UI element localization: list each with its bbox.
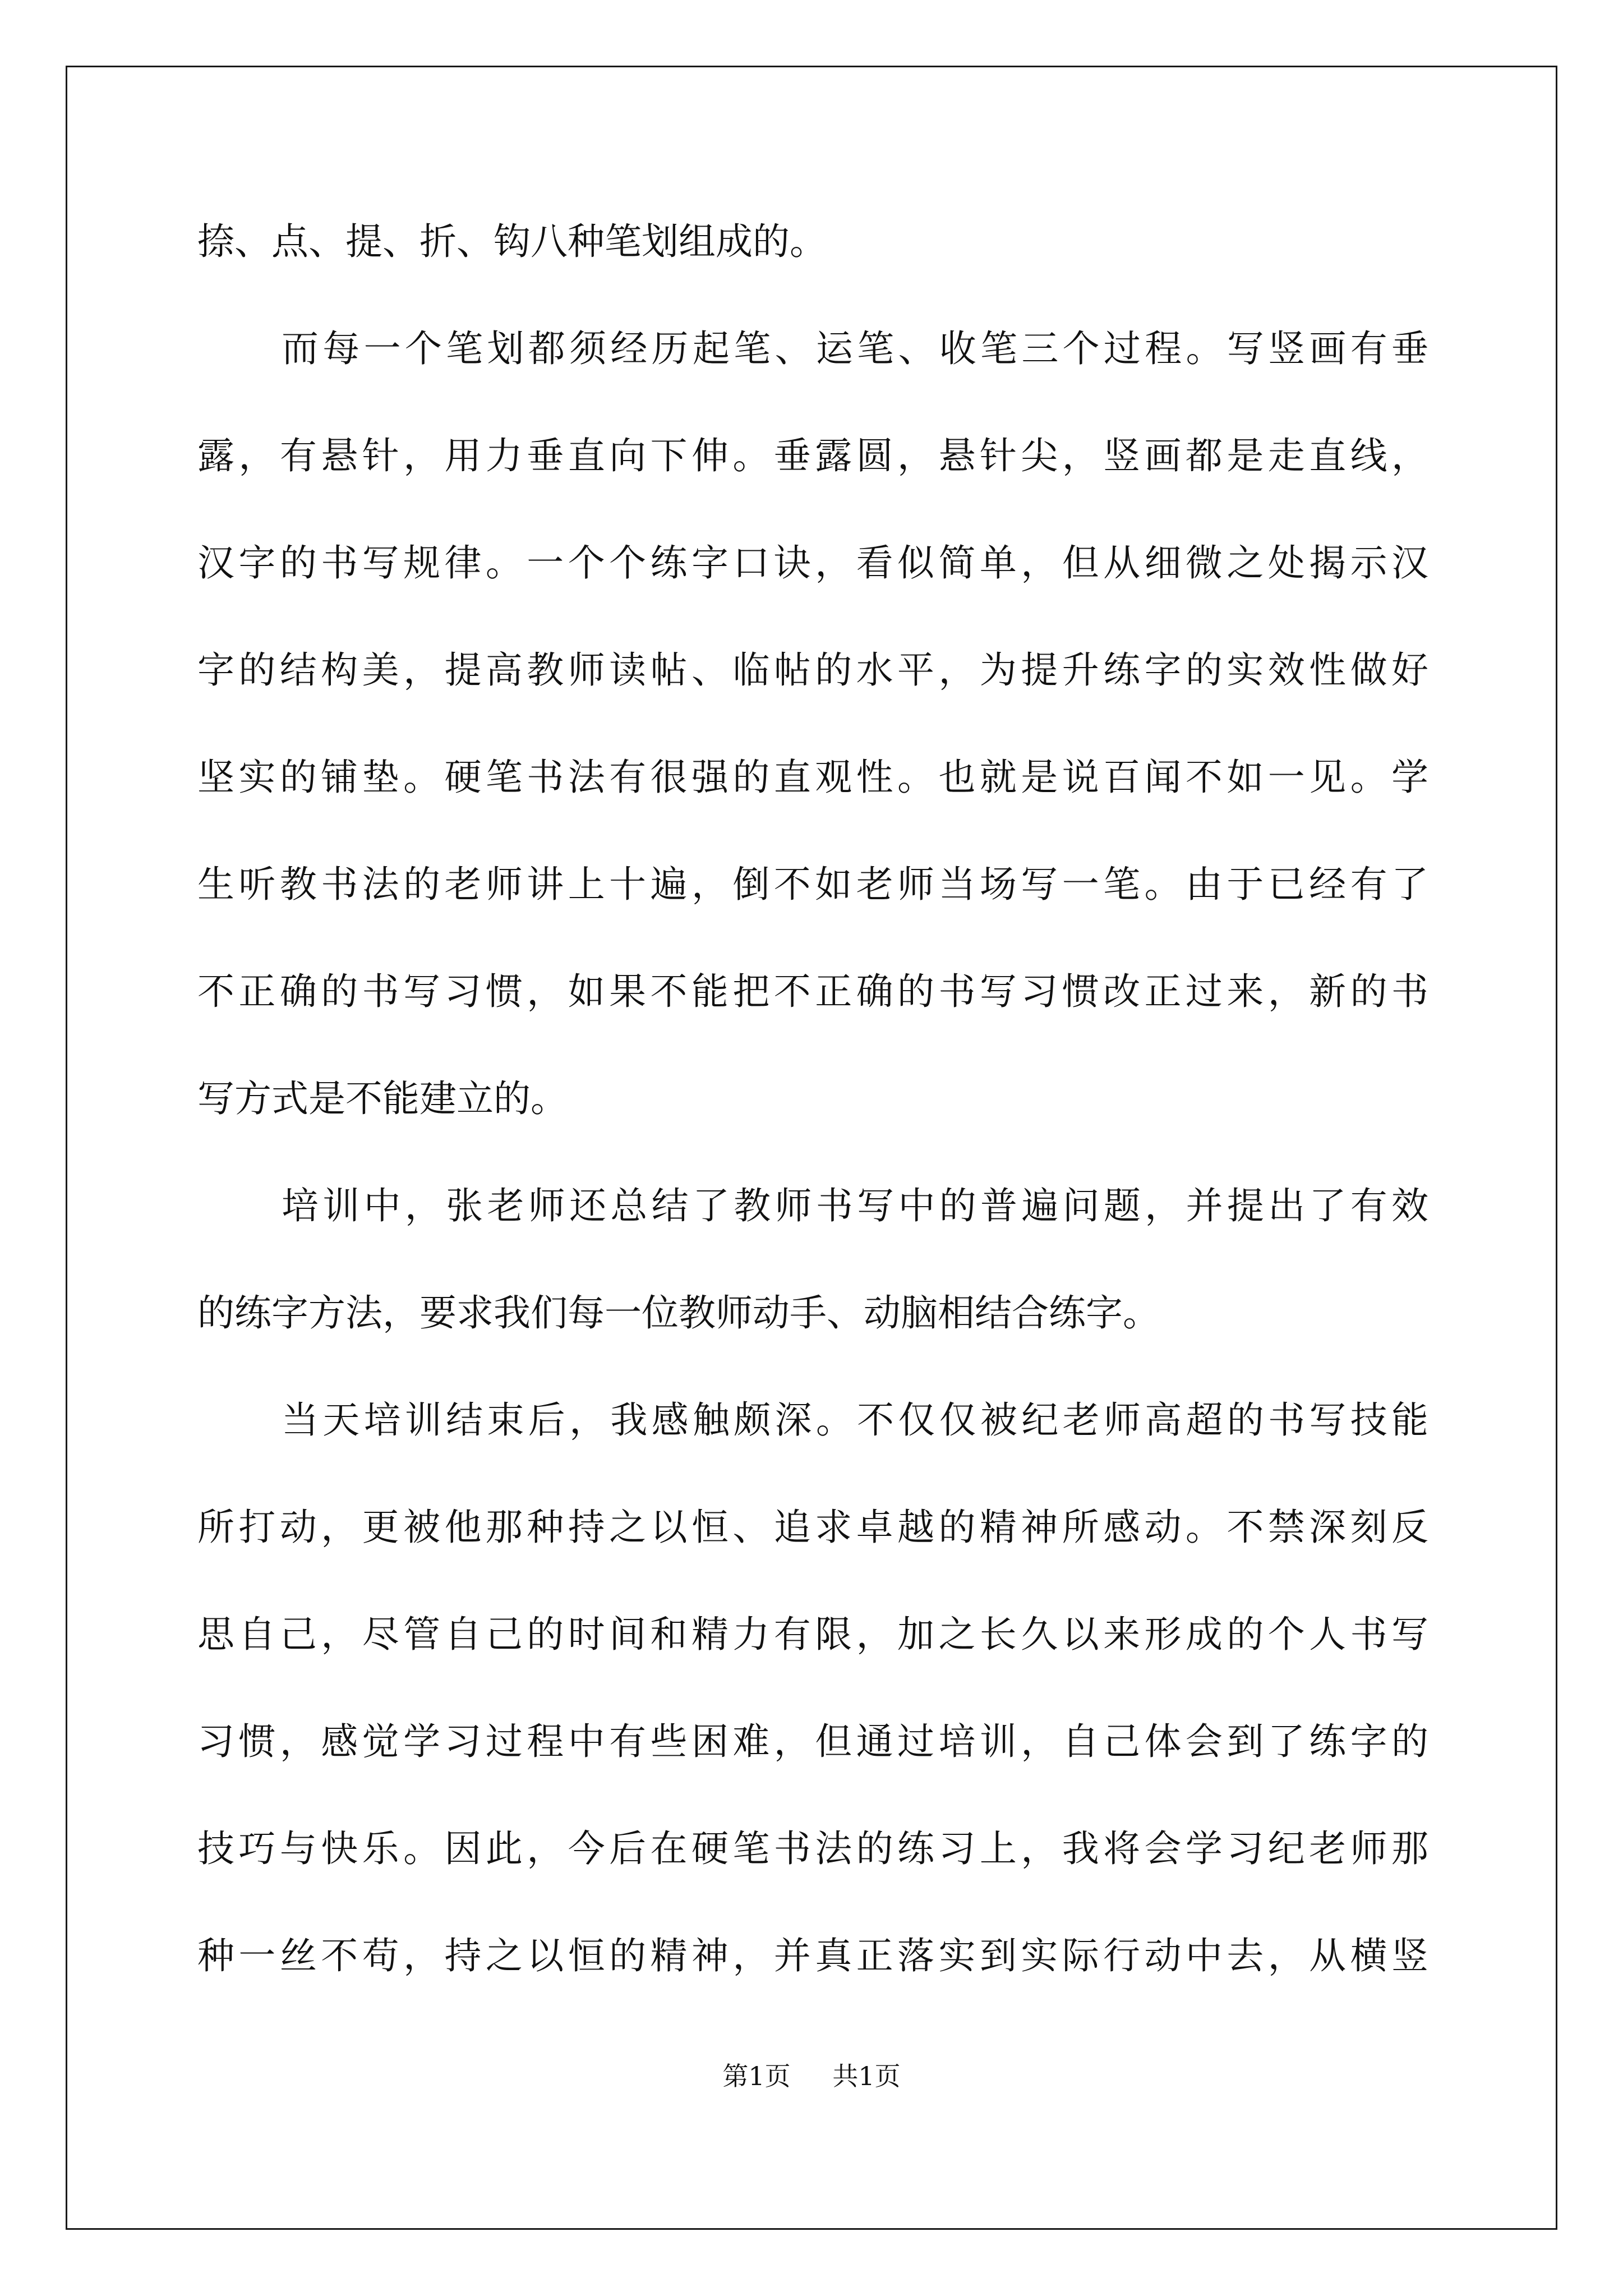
text-line: 坚实的铺垫。硬笔书法有很强的直观性。也就是说百闻不如一见。学 xyxy=(197,756,1428,799)
text-line: 不正确的书写习惯，如果不能把不正确的书写习惯改正过来，新的书 xyxy=(197,970,1428,1013)
paragraph xyxy=(197,1366,1428,2009)
paragraph xyxy=(197,188,1428,295)
document-body xyxy=(197,188,1428,2009)
paragraph xyxy=(197,295,1428,1152)
text-line: 思自己，尽管自己的时间和精力有限，加之长久以来形成的个人书写 xyxy=(197,1613,1428,1656)
page-footer xyxy=(0,2056,1623,2093)
text-line: 而每一个笔划都须经历起笔、运笔、收笔三个过程。写竖画有垂 xyxy=(282,327,1428,370)
text-line: 技巧与快乐。因此，今后在硬笔书法的练习上，我将会学习纪老师那 xyxy=(197,1827,1428,1870)
text-line: 汉字的书写规律。一个个练字口诀，看似简单，但从细微之处揭示汉 xyxy=(197,541,1428,585)
text-line: 写方式是不能建立的。 xyxy=(197,1077,568,1120)
text-line: 当天培训结束后，我感触颇深。不仅仅被纪老师高超的书写技能 xyxy=(282,1398,1428,1442)
text-line: 的练字方法，要求我们每一位教师动手、动脑相结合练字。 xyxy=(197,1291,1160,1335)
page-number: 第1页 xyxy=(722,2061,791,2091)
text-line: 培训中，张老师还总结了教师书写中的普遍问题，并提出了有效 xyxy=(282,1184,1428,1227)
text-line: 露，有悬针，用力垂直向下伸。垂露圆，悬针尖，竖画都是走直线， xyxy=(197,434,1428,477)
text-line: 字的结构美，提高教师读帖、临帖的水平，为提升练字的实效性做好 xyxy=(197,648,1428,692)
page-total: 共1页 xyxy=(832,2061,901,2091)
text-line: 所打动，更被他那种持之以恒、追求卓越的精神所感动。不禁深刻反 xyxy=(197,1506,1428,1549)
paragraph xyxy=(197,1152,1428,1366)
text-line: 捺、点、提、折、钩八种笔划组成的。 xyxy=(197,220,827,263)
text-line: 种一丝不苟，持之以恒的精神，并真正落实到实际行动中去，从横竖 xyxy=(197,1934,1428,1977)
text-line: 习惯，感觉学习过程中有些困难，但通过培训，自己体会到了练字的 xyxy=(197,1720,1428,1763)
text-line: 生听教书法的老师讲上十遍，倒不如老师当场写一笔。由于已经有了 xyxy=(197,863,1428,906)
